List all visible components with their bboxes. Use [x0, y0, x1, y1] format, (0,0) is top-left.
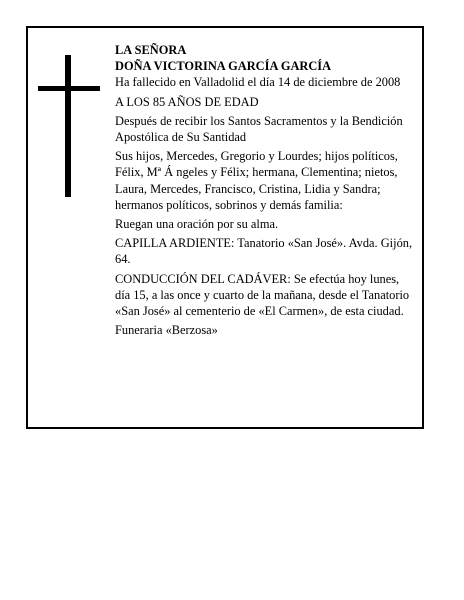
title-line: LA SEÑORA	[115, 43, 187, 57]
cross-horizontal-bar	[38, 86, 100, 91]
funeral-home: Funeraria «Berzosa»	[115, 323, 218, 338]
family-list: Sus hijos, Mercedes, Gregorio y Lourdes; hijos políticos, Félix, Mª Á ngeles y Félix; hermana, Clementina; nietos, Laura, Mercedes, Francisco, Cristina, Lidia y Sandra; hermanos políticos, sobrinos y demás familia:	[115, 149, 398, 212]
obituary-text	[115, 42, 417, 338]
obituary-notice	[26, 26, 424, 429]
death-notice: Ha fallecido en Valladolid el día 14 de diciembre de 2008	[115, 75, 401, 90]
deceased-name: DOÑA VICTORINA GARCÍA GARCÍA	[115, 59, 332, 74]
sacraments-line: Después de recibir los Santos Sacramentos y la Bendición Apostólica de Su Santidad	[115, 113, 403, 145]
chapel-info: CAPILLA ARDIENTE: Tanatorio «San José». Avda. Gijón, 64.	[115, 236, 413, 267]
prayer-request: Ruegan una oración por su alma.	[115, 217, 279, 232]
funeral-procession: CONDUCCIÓN DEL CADÁVER: Se efectúa hoy lunes, día 15, a las once y cuarto de la mañana, desde el Tanatorio «San José» al cementerio de «El Carmen», de esta ciudad.	[115, 271, 410, 319]
age-line: A LOS 85 AÑOS DE EDAD	[115, 94, 259, 109]
cross-icon	[38, 55, 100, 197]
cross-vertical-bar	[65, 55, 71, 197]
